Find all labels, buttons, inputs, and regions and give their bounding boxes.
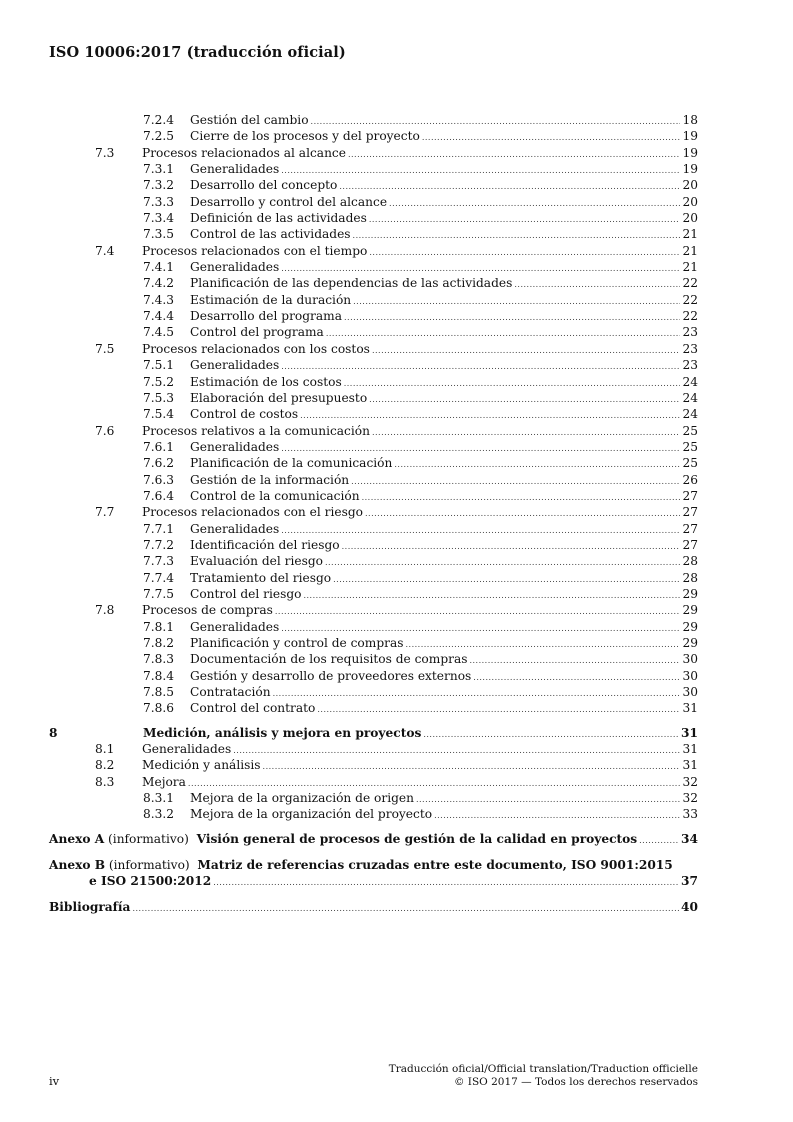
leader-dots — [317, 702, 680, 718]
toc-entry[interactable] — [49, 177, 698, 193]
toc-entry-page: 31 — [682, 701, 698, 716]
toc-entry-title: Gestión y desarrollo de proveedores externos — [190, 668, 472, 683]
toc-entry-title: Planificación de la comunicación — [190, 456, 393, 471]
toc-entry-page: 22 — [682, 276, 698, 291]
leader-dots — [369, 212, 681, 228]
annex-a-label: Anexo A — [49, 831, 105, 846]
toc-entries — [49, 112, 698, 823]
toc-entry[interactable] — [49, 145, 698, 161]
leader-dots — [326, 326, 681, 342]
leader-dots — [344, 376, 681, 392]
toc-entry-number: 7.3.2 — [143, 178, 175, 193]
toc-entry[interactable] — [49, 455, 698, 471]
toc-entry-title: Control de costos — [190, 407, 299, 422]
toc-entry[interactable] — [49, 504, 698, 520]
annex-a-kind: (informativo) — [108, 831, 189, 846]
toc-entry[interactable] — [49, 774, 698, 790]
toc-entry-annex-a[interactable] — [49, 831, 698, 849]
leader-dots — [344, 310, 681, 326]
toc-entry[interactable] — [49, 700, 698, 716]
toc-entry-page: 23 — [682, 341, 698, 356]
toc-entry-title: Procesos relacionados con el tiempo — [142, 243, 368, 258]
toc-entry[interactable] — [49, 619, 698, 635]
toc-entry-title: Medición y análisis — [142, 758, 261, 773]
toc-entry-title: Identificación del riesgo — [190, 537, 340, 552]
toc-entry[interactable] — [49, 570, 698, 586]
toc-entry-page: 31 — [682, 758, 698, 773]
toc-entry-number: 7.6.4 — [143, 488, 175, 503]
toc-entry-number: 7.7.5 — [143, 586, 175, 601]
toc-entry[interactable] — [49, 439, 698, 455]
toc-entry-number: 7.2.4 — [143, 113, 175, 127]
toc-entry-page: 24 — [682, 374, 698, 389]
toc-entry-title: Generalidades — [190, 521, 280, 536]
toc-entry-title: Generalidades — [190, 162, 280, 177]
toc-entry-title: Mejora de la organización del proyecto — [190, 807, 433, 822]
toc-entry[interactable] — [49, 161, 698, 177]
leader-dots — [639, 833, 679, 849]
toc-entry-title: Generalidades — [142, 742, 232, 757]
toc-entry-title: Generalidades — [190, 619, 280, 634]
toc-entry[interactable] — [49, 324, 698, 340]
toc-entry-page: 32 — [682, 791, 698, 806]
annex-b-title-line2: e ISO 21500:2012 — [89, 873, 212, 888]
toc-entry-page: 26 — [682, 472, 698, 487]
toc-entry-title: Control del riesgo — [190, 586, 302, 601]
toc-entry-page: 25 — [682, 439, 698, 454]
toc-entry-number: 7.2.5 — [143, 129, 175, 144]
toc-entry[interactable] — [49, 651, 698, 667]
toc-entry-title: Control del programa — [190, 325, 324, 340]
leader-dots — [213, 875, 679, 891]
toc-entry[interactable] — [49, 308, 698, 324]
toc-entry-number: 7.8.2 — [143, 636, 175, 650]
toc-entry-number: 7.3.1 — [143, 162, 175, 177]
toc-entry-title: Tratamiento del riesgo — [190, 570, 332, 585]
toc-entry-page: 27 — [682, 505, 698, 520]
toc-entry-number: 7.3.5 — [143, 227, 175, 242]
toc-entry-title: Estimación de la duración — [190, 292, 352, 307]
toc-entry-number: 7.8.1 — [143, 619, 175, 634]
toc-entry-page: 30 — [682, 685, 698, 700]
toc-entry-number: 7.3.4 — [143, 211, 175, 226]
leader-dots — [303, 588, 680, 604]
leader-dots — [132, 901, 679, 917]
toc-entry-title: Desarrollo del concepto — [190, 178, 338, 193]
toc-entry[interactable] — [49, 668, 698, 684]
toc-entry-number: 7.4.2 — [143, 276, 175, 291]
leader-dots — [394, 457, 680, 473]
toc-entry-number: 8.2 — [95, 758, 115, 773]
toc-entry-title: Procesos de compras — [142, 603, 273, 618]
toc-entry[interactable] — [49, 128, 698, 144]
toc-entry-page: 18 — [682, 113, 698, 127]
toc-entry-title: Generalidades — [190, 358, 280, 373]
table-of-contents — [49, 112, 698, 917]
toc-entry-annex-b[interactable] — [49, 857, 698, 891]
toc-entry-page: 20 — [682, 178, 698, 193]
annex-b-label: Anexo B — [49, 857, 106, 872]
toc-entry-title: Generalidades — [190, 439, 280, 454]
toc-entry-page: 29 — [682, 636, 698, 650]
toc-entry-number: 7.6.3 — [143, 472, 175, 487]
toc-entry[interactable] — [49, 259, 698, 275]
toc-entry-page: 24 — [682, 407, 698, 422]
toc-entry-page: 32 — [682, 774, 698, 789]
toc-entry[interactable] — [49, 243, 698, 259]
leader-dots — [365, 506, 681, 522]
toc-entry-number: 7.8.4 — [143, 668, 175, 683]
toc-entry-title: Elaboración del presupuesto — [190, 390, 368, 405]
toc-entry-page: 21 — [682, 260, 698, 275]
toc-entry[interactable] — [49, 635, 698, 651]
toc-entry-number: 7.7.2 — [143, 537, 175, 552]
toc-entry-title: Procesos relacionados con los costos — [142, 341, 370, 356]
toc-entry[interactable] — [49, 292, 698, 308]
leader-dots — [473, 670, 680, 686]
annex-a-page: 34 — [681, 831, 698, 846]
leader-dots — [273, 686, 681, 702]
leader-dots — [434, 808, 680, 824]
toc-entry[interactable] — [49, 390, 698, 406]
toc-entry-title: Desarrollo y control del alcance — [190, 194, 388, 209]
leader-dots — [389, 196, 680, 212]
toc-entry-title: Gestión del cambio — [190, 113, 309, 127]
translation-notice: Traducción oficial/Official translation/Traduction officielle — [388, 1063, 698, 1075]
document-header: ISO 10006:2017 (traducción oficial) — [49, 44, 346, 61]
spacer — [49, 849, 698, 857]
toc-entry-number: 8 — [49, 725, 58, 740]
leader-dots — [281, 523, 680, 539]
annex-a-title: Visión general de procesos de gestión de la calidad en proyectos — [196, 831, 638, 846]
toc-entry-number: 7.4 — [95, 243, 115, 258]
toc-entry[interactable] — [49, 553, 698, 569]
toc-entry-number: 7.4.1 — [143, 260, 175, 275]
toc-entry[interactable] — [49, 586, 698, 602]
toc-entry-page: 29 — [682, 619, 698, 634]
footer-notice — [389, 1063, 698, 1089]
leader-dots — [325, 555, 681, 571]
toc-entry-number: 7.6 — [95, 423, 115, 438]
toc-entry-title: Generalidades — [190, 260, 280, 275]
toc-entry-page: 27 — [682, 537, 698, 552]
toc-entry[interactable] — [49, 741, 698, 757]
leader-dots — [351, 474, 680, 490]
toc-entry[interactable] — [49, 472, 698, 488]
toc-entry-title: Desarrollo del programa — [190, 309, 342, 324]
leader-dots — [275, 604, 681, 620]
bibliography-page: 40 — [681, 899, 698, 914]
leader-dots — [342, 539, 681, 555]
toc-entry[interactable] — [49, 112, 698, 128]
leader-dots — [353, 294, 680, 310]
toc-entry-number: 8.3.2 — [143, 807, 175, 822]
toc-entry-number: 7.8 — [95, 603, 115, 618]
toc-entry-page: 33 — [682, 807, 698, 822]
toc-entry[interactable] — [49, 210, 698, 226]
toc-entry-number: 8.1 — [95, 742, 115, 757]
toc-entry-page: 27 — [682, 488, 698, 503]
toc-entry[interactable] — [49, 341, 698, 357]
toc-entry-page: 19 — [682, 145, 698, 160]
toc-entry[interactable] — [49, 226, 698, 242]
toc-entry-number: 7.4.4 — [143, 309, 175, 324]
toc-entry-page: 29 — [682, 586, 698, 601]
leader-dots — [369, 392, 680, 408]
toc-entry-number: 8.3.1 — [143, 791, 175, 806]
bibliography-title: Bibliografía — [49, 899, 131, 914]
toc-entry-number: 7.5.3 — [143, 390, 175, 405]
toc-entry-title: Control de la comunicación — [190, 488, 360, 503]
toc-entry-title: Procesos relativos a la comunicación — [142, 423, 370, 438]
leader-dots — [233, 743, 680, 759]
toc-entry-number: 7.7.1 — [143, 521, 175, 536]
toc-entry[interactable] — [49, 757, 698, 773]
toc-entry-title: Procesos relacionados al alcance — [142, 145, 346, 160]
toc-entry-page: 30 — [682, 652, 698, 667]
toc-entry-page: 21 — [682, 227, 698, 242]
toc-entry-title: Estimación de los costos — [190, 374, 342, 389]
toc-entry-title: Procesos relacionados con el riesgo — [142, 505, 363, 520]
toc-entry[interactable] — [49, 194, 698, 210]
toc-entry-number: 7.4.3 — [143, 292, 175, 307]
leader-dots — [362, 490, 681, 506]
toc-entry-title: Control de las actividades — [190, 227, 351, 242]
toc-entry-page: 31 — [682, 742, 698, 757]
toc-entry[interactable] — [49, 602, 698, 618]
toc-entry-number: 8.3 — [95, 774, 115, 789]
leader-dots — [416, 792, 681, 808]
leader-dots — [369, 245, 680, 261]
leader-dots — [423, 727, 679, 743]
toc-entry-page: 20 — [682, 211, 698, 226]
toc-entry-page: 19 — [682, 129, 698, 144]
toc-entry-number: 7.7.3 — [143, 554, 175, 569]
toc-entry-number: 7.5.2 — [143, 374, 175, 389]
toc-entry-number: 7.7 — [95, 505, 115, 520]
toc-entry[interactable] — [49, 488, 698, 504]
toc-entry-page: 28 — [682, 570, 698, 585]
toc-entry-title: Mejora — [142, 774, 186, 789]
leader-dots — [422, 130, 681, 146]
toc-entry[interactable] — [49, 423, 698, 439]
toc-entry-number: 7.8.3 — [143, 652, 175, 667]
toc-entry[interactable] — [49, 537, 698, 553]
toc-entry-page: 29 — [682, 603, 698, 618]
toc-entry-number: 7.3 — [95, 145, 115, 160]
toc-entry-title: Control del contrato — [190, 701, 316, 716]
toc-entry-number: 7.3.3 — [143, 194, 175, 209]
toc-entry-page: 24 — [682, 390, 698, 405]
toc-entry-page: 22 — [682, 292, 698, 307]
toc-entry-number: 7.6.2 — [143, 456, 175, 471]
leader-dots — [353, 228, 681, 244]
toc-entry-number: 7.6.1 — [143, 439, 175, 454]
toc-entry-page: 20 — [682, 194, 698, 209]
toc-entry-page: 30 — [682, 668, 698, 683]
leader-dots — [372, 343, 681, 359]
annex-b-page: 37 — [681, 873, 698, 888]
leader-dots — [372, 425, 681, 441]
toc-entry-title: Planificación y control de compras — [190, 636, 404, 650]
toc-entry-number: 7.5.1 — [143, 358, 175, 373]
leader-dots — [333, 572, 680, 588]
toc-entry[interactable] — [49, 790, 698, 806]
toc-entry-page: 25 — [682, 456, 698, 471]
toc-entry-title: Medición, análisis y mejora en proyectos — [143, 725, 422, 740]
leader-dots — [339, 179, 680, 195]
toc-entry-title: Contratación — [190, 685, 271, 700]
copyright-notice: © ISO 2017 — Todos los derechos reservados — [453, 1076, 698, 1088]
leader-dots — [514, 277, 680, 293]
toc-entry-page: 28 — [682, 554, 698, 569]
page-number: iv — [49, 1074, 60, 1088]
toc-entry-number: 7.8.5 — [143, 685, 175, 700]
toc-entry-bibliography[interactable] — [49, 899, 698, 917]
leader-dots — [469, 653, 680, 669]
toc-entry-title: Mejora de la organización de origen — [190, 791, 414, 806]
toc-entry-title: Definición de las actividades — [190, 211, 367, 226]
toc-entry[interactable] — [49, 684, 698, 700]
spacer — [49, 891, 698, 899]
toc-entry[interactable] — [49, 357, 698, 373]
toc-entry[interactable] — [49, 521, 698, 537]
toc-entry[interactable] — [49, 275, 698, 291]
toc-entry-title: Planificación de las dependencias de las actividades — [190, 276, 513, 291]
toc-entry-title: Cierre de los procesos y del proyecto — [190, 129, 420, 144]
toc-entry-title: Evaluación del riesgo — [190, 554, 323, 569]
annex-b-kind: (informativo) — [108, 857, 190, 872]
toc-entry[interactable] — [49, 406, 698, 422]
toc-entry-title: Documentación de los requisitos de compras — [190, 652, 468, 667]
toc-entry-number: 7.4.5 — [143, 325, 175, 340]
annex-b-title-line1: Matriz de referencias cruzadas entre este documento, ISO 9001:2015 — [197, 857, 673, 872]
toc-entry-number: 7.5.4 — [143, 407, 175, 422]
toc-entry-page: 31 — [681, 725, 698, 740]
toc-entry-page: 23 — [682, 325, 698, 340]
leader-dots — [348, 147, 681, 163]
toc-entry-page: 25 — [682, 423, 698, 438]
toc-entry-page: 19 — [682, 162, 698, 177]
leader-dots — [281, 163, 680, 179]
toc-entry-page: 21 — [682, 243, 698, 258]
toc-entry-page: 22 — [682, 309, 698, 324]
toc-entry[interactable] — [49, 806, 698, 822]
leader-dots — [263, 759, 681, 775]
toc-entry-page: 23 — [682, 358, 698, 373]
toc-entry-number: 7.8.6 — [143, 701, 175, 716]
toc-entry-number: 7.5 — [95, 341, 115, 356]
toc-entry-number: 7.7.4 — [143, 570, 175, 585]
toc-entry[interactable] — [49, 725, 698, 741]
toc-entry-title: Gestión de la información — [190, 472, 350, 487]
toc-entry[interactable] — [49, 374, 698, 390]
toc-entry-page: 27 — [682, 521, 698, 536]
